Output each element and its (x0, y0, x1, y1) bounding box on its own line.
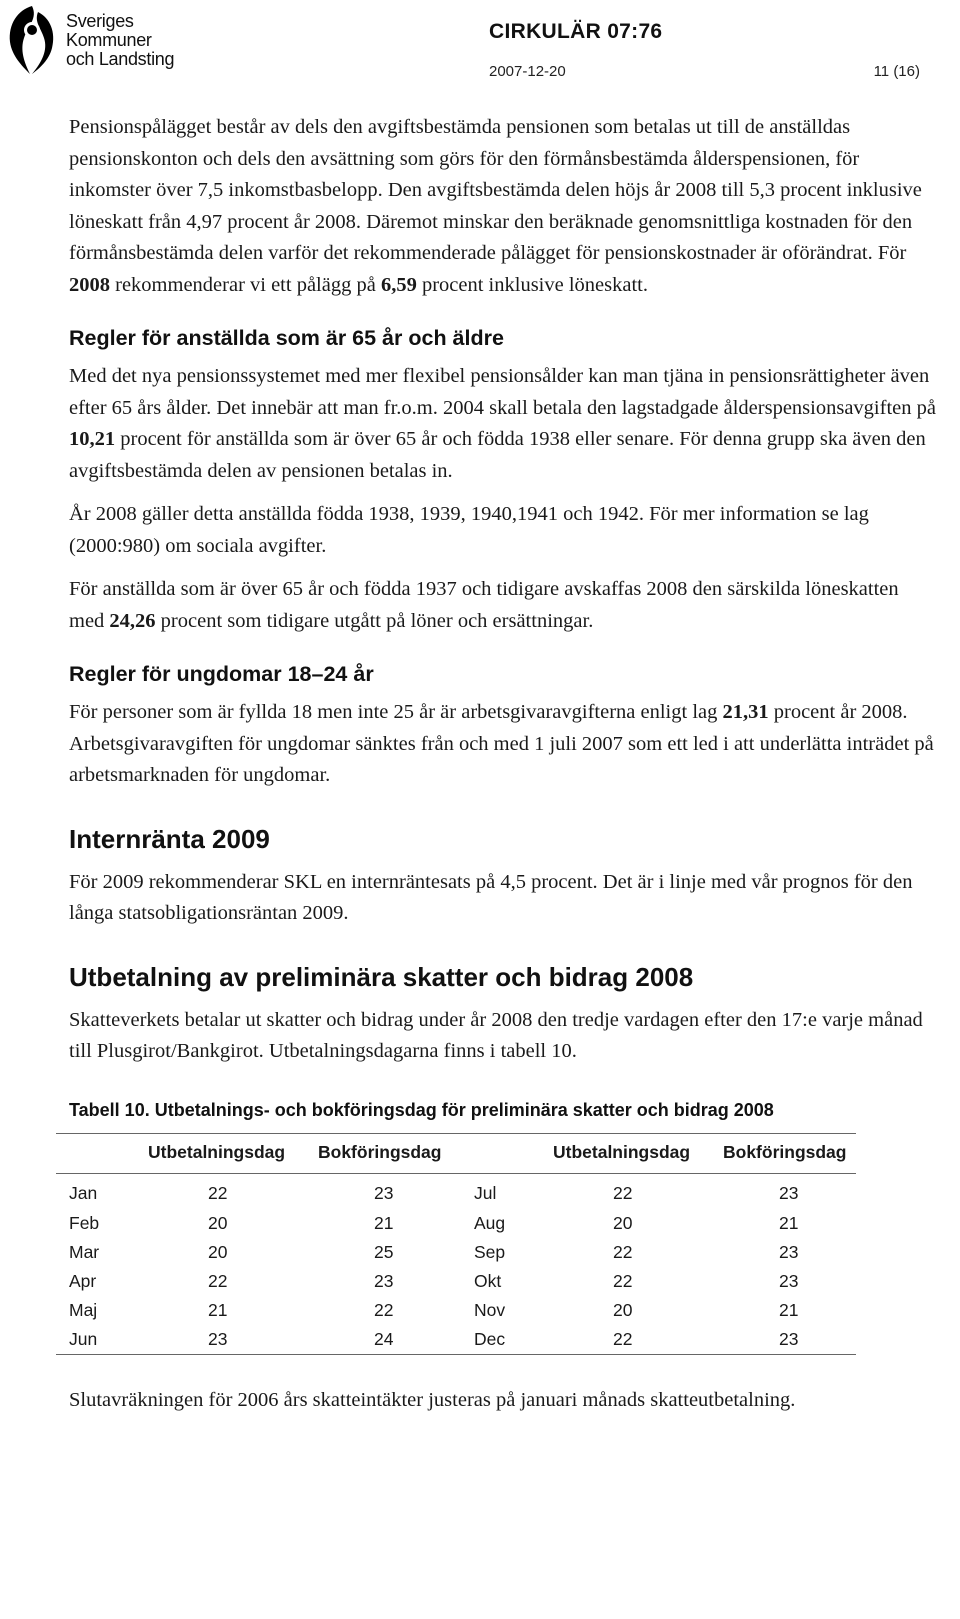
heading-rules-youth: Regler för ungdomar 18–24 år (69, 662, 374, 686)
table-row (56, 1238, 856, 1267)
table-cell: 23 (374, 1182, 394, 1203)
table-cell: 22 (208, 1270, 228, 1291)
table-cell: 23 (779, 1270, 799, 1291)
table-cell: Nov (474, 1299, 506, 1320)
payout-table (56, 1133, 856, 1355)
table-header-cell: Bokföringsdag (723, 1141, 847, 1162)
organization-logo (0, 0, 190, 80)
table-cell: 20 (208, 1241, 228, 1262)
logo-line-3: och Landsting (66, 49, 175, 69)
rules-youth-paragraph: För personer som är fyllda 18 men inte 25 år är arbetsgivaravgifterna enligt lag 21,31 procent år 2008. Arbetsgivaravgiften för ungdomar sänktes från och med 1 juli 2007 som ett led i att underlätta inträdet på arbetsmarknaden för ungdomar. (69, 701, 934, 786)
rules-65-paragraph-3: För anställda som är över 65 år och födda 1937 och tidigare avskaffas 2008 den särskilda löneskatten med 24,26 procent som tidigare utgått på löner och ersättningar. (69, 578, 899, 632)
settlement-paragraph: Slutavräkningen för 2006 års skatteintäkter justeras på januari månads skatteutbetalning. (69, 1388, 796, 1411)
table-cell: 22 (374, 1299, 394, 1320)
table-cell: 22 (208, 1182, 228, 1203)
table-row (56, 1267, 856, 1296)
table-cell: 23 (779, 1328, 799, 1349)
logo-line-1: Sveriges (66, 11, 134, 31)
table-caption: Tabell 10. Utbetalnings- och bokföringsdag för preliminära skatter och bidrag 2008 (69, 1099, 774, 1120)
rules-65-paragraph-1: Med det nya pensionssystemet med mer flexibel pensionsålder kan man tjäna in pensionsrättigheter även efter 65 års ålder. Det innebär att man fr.o.m. 2004 skall betala den lagstadgade ålderspensionsavgiften på 10,21 procent för anställda som är över 65 år och födda 1938 eller senare. För denna grupp ska även den avgiftsbestämda delen av pensionen betalas in. (69, 365, 936, 482)
heading-rules-65: Regler för anställda som är 65 år och äldre (69, 326, 504, 350)
table-cell: 23 (208, 1328, 228, 1349)
table-cell: Sep (474, 1241, 506, 1262)
table-cell: Jun (69, 1328, 98, 1349)
table-cell: 23 (374, 1270, 394, 1291)
table-row (56, 1296, 856, 1325)
table-cell: 21 (779, 1299, 799, 1320)
table-cell: 21 (208, 1299, 228, 1320)
table-row (56, 1173, 856, 1209)
table-cell: 22 (613, 1270, 633, 1291)
logo-text (66, 12, 174, 69)
internal-rate-paragraph: För 2009 rekommenderar SKL en internräntesats på 4,5 procent. Det är i linje med vår prognos för den långa statsobligationsräntan 2009. (69, 870, 913, 924)
table-header-cell (474, 1133, 553, 1173)
table-cell: 21 (374, 1212, 394, 1233)
table-header-cell (56, 1133, 148, 1173)
table-header-cell: Bokföringsdag (318, 1141, 442, 1162)
table-cell: 22 (613, 1241, 633, 1262)
logo-emblem-icon (4, 4, 60, 76)
table-cell: 23 (779, 1182, 799, 1203)
table-cell: 21 (779, 1212, 799, 1233)
document-title: CIRKULÄR 07:76 (489, 20, 663, 43)
document-date: 2007-12-20 (489, 63, 566, 80)
table-cell: 20 (613, 1212, 633, 1233)
document-body (69, 112, 939, 1428)
table-cell: 22 (613, 1182, 633, 1203)
table-cell: Okt (474, 1270, 502, 1291)
table-cell: Mar (69, 1241, 100, 1262)
table-cell: 20 (208, 1212, 228, 1233)
table-cell: 24 (374, 1328, 394, 1349)
table-header-cell: Utbetalningsdag (553, 1141, 691, 1162)
table-row (56, 1325, 856, 1355)
table-header-row (56, 1133, 856, 1173)
table-cell: Apr (69, 1270, 97, 1291)
table-cell: 20 (613, 1299, 633, 1320)
table-cell: 25 (374, 1241, 394, 1262)
heading-internal-rate: Internränta 2009 (69, 823, 270, 854)
heading-payout: Utbetalning av preliminära skatter och bidrag 2008 (69, 961, 694, 992)
table-cell: Jan (69, 1182, 98, 1203)
table-cell: Jul (474, 1182, 497, 1203)
table-row (56, 1209, 856, 1238)
page-number: 11 (16) (873, 63, 920, 80)
table-header-cell: Utbetalningsdag (148, 1141, 286, 1162)
table-cell: Aug (474, 1212, 506, 1233)
rules-65-paragraph-2: År 2008 gäller detta anställda födda 1938, 1939, 1940,1941 och 1942. För mer information se lag (2000:980) om sociala avgifter. (69, 503, 869, 557)
intro-paragraph: Pensionspålägget består av dels den avgiftsbestämda pensionen som betalas ut till de anställdas pensionskonton och dels den avsättning som görs för den förmånsbestämda ålderspensionen, för inkomster över 7,5 inkomstbasbelopp. Den avgiftsbestämda delen höjs år 2008 till 5,3 procent inklusive löneskatt från 4,97 procent år 2008. Däremot minskar den beräknade genomsnittliga kostnaden för den förmånsbestämda delen varför det rekommenderade pålägget för pensionskostnader är oförändrat. För 2008 rekommenderar vi ett pålägg på 6,59 procent inklusive löneskatt. (69, 116, 922, 296)
table-cell: 22 (613, 1328, 633, 1349)
payout-paragraph: Skatteverkets betalar ut skatter och bidrag under år 2008 den tredje vardagen efter den 17:e varje månad till Plusgirot/Bankgirot. Utbetalningsdagarna finns i tabell 10. (69, 1008, 923, 1062)
table-cell: Maj (69, 1299, 98, 1320)
table-cell: Feb (69, 1212, 100, 1233)
logo-line-2: Kommuner (66, 30, 152, 50)
table-cell: Dec (474, 1328, 506, 1349)
table-cell: 23 (779, 1241, 799, 1262)
